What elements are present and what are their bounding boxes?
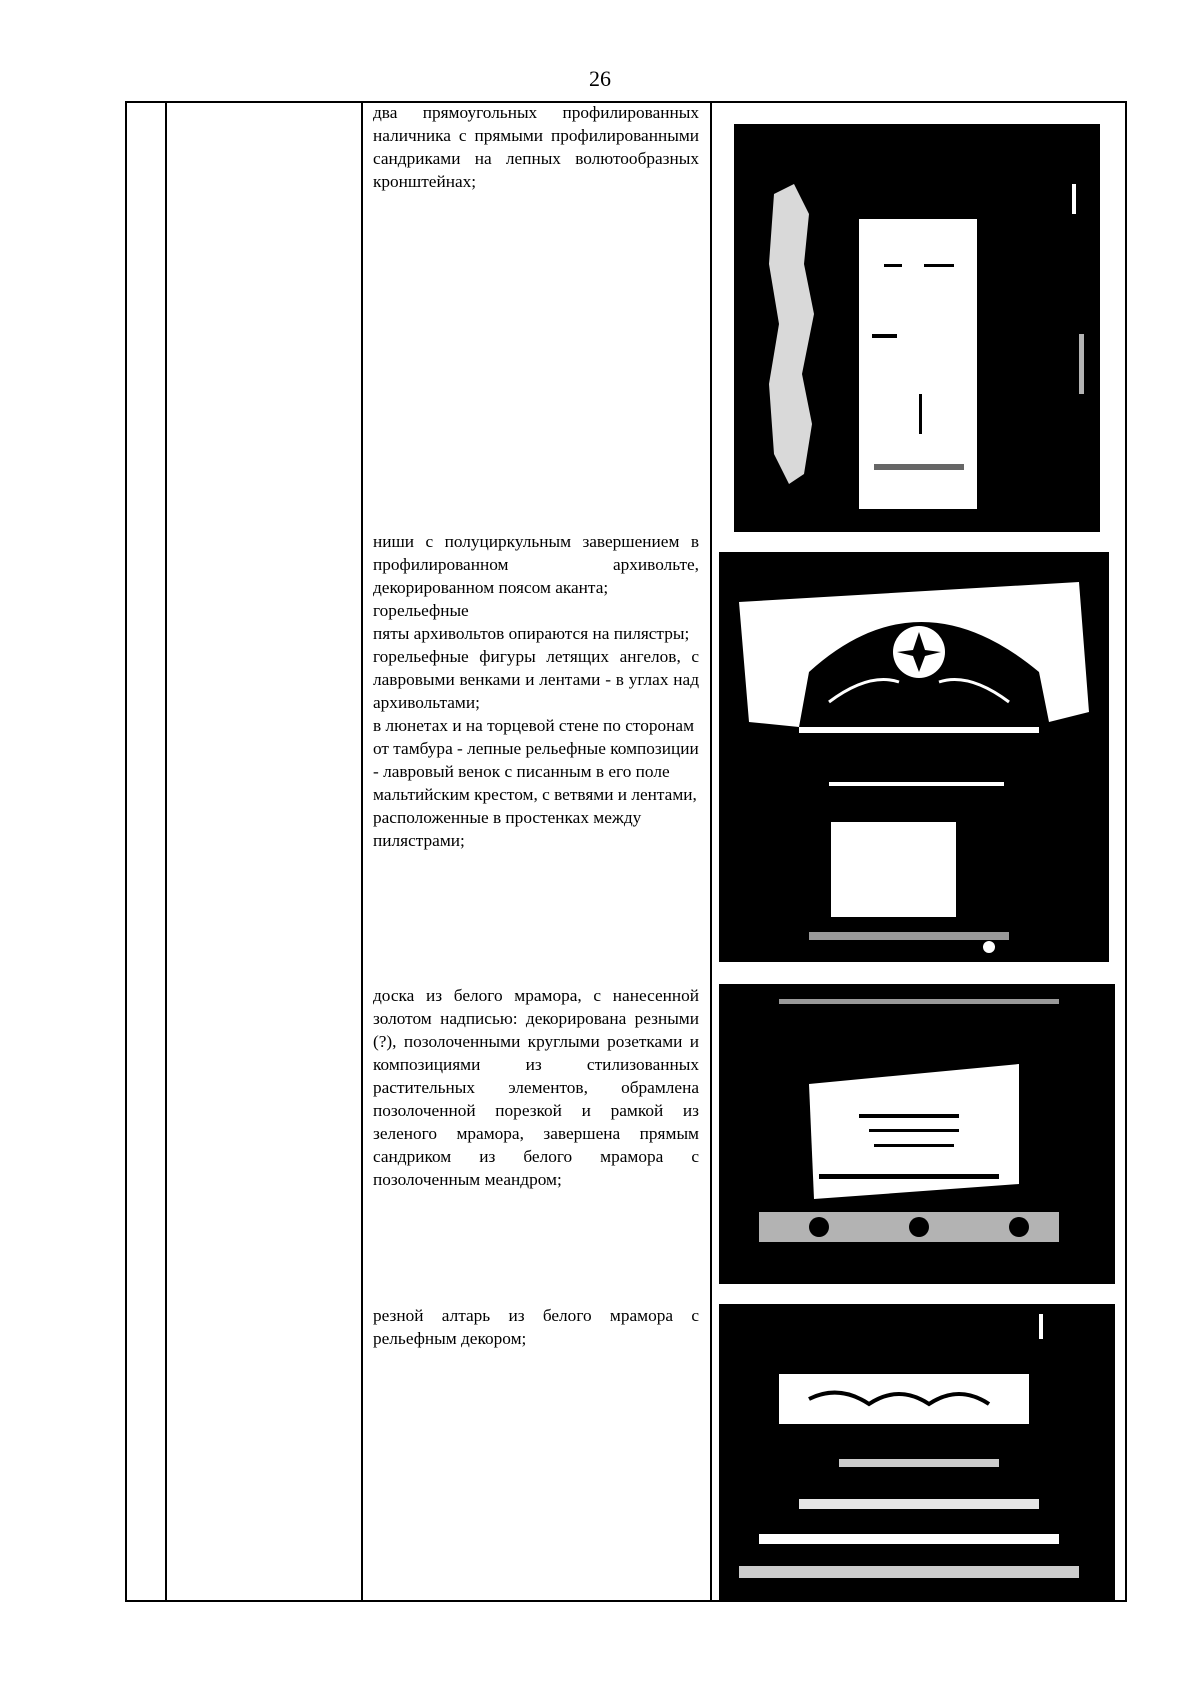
row-2-line-1: ниши с полуциркульным завершением в профилированном архивольте, декорированном поясом аканта; — [373, 532, 699, 597]
row-1-text — [373, 101, 699, 193]
row-3-line-1: доска из белого мрамора, с нанесенной золотом надписью: декорирована резными (?), позолоченными круглыми розетками и композициями из стилизованных растительных элементов, обрамлена позолоченной порезкой и рамкой из зеленого мрамора, завершена прямым сандриком из белого мрамора с позолоченным меандром; — [373, 986, 699, 1189]
photo-arched-niche — [719, 552, 1109, 962]
row-2-line-4: горельефные фигуры летящих ангелов, с лавровыми венками и лентами - в углах над архивольтами; — [373, 647, 699, 712]
row-2-line-5: в люнетах и на торцевой стене по сторонам от тамбура - лепные рельефные композиции - лавровый венок с писанным в его поле мальтийским крестом, с ветвями и лентами, расположенные в простенках между пилястрами; — [373, 716, 699, 850]
column-divider-2 — [361, 101, 363, 1602]
photo-window-architrave — [734, 124, 1100, 532]
photo-memorial-plaque — [719, 984, 1115, 1284]
column-divider-3 — [710, 101, 712, 1602]
row-4-text — [373, 1304, 699, 1350]
row-1-line-1: два прямоугольных профилированных наличника с прямыми профилированными сандриками на лепных волютообразных кронштейнах; — [373, 103, 699, 191]
page-number: 26 — [589, 66, 611, 91]
row-3-text — [373, 984, 699, 1191]
row-4-line-1: резной алтарь из белого мрамора с рельефным декором; — [373, 1306, 699, 1348]
row-2-line-3: пяты архивольтов опираются на пилястры; — [373, 624, 690, 643]
column-divider-1 — [165, 101, 167, 1602]
row-2-line-2: горельефные — [373, 601, 469, 620]
row-2-text — [373, 530, 699, 852]
photo-carved-altar — [719, 1304, 1115, 1602]
